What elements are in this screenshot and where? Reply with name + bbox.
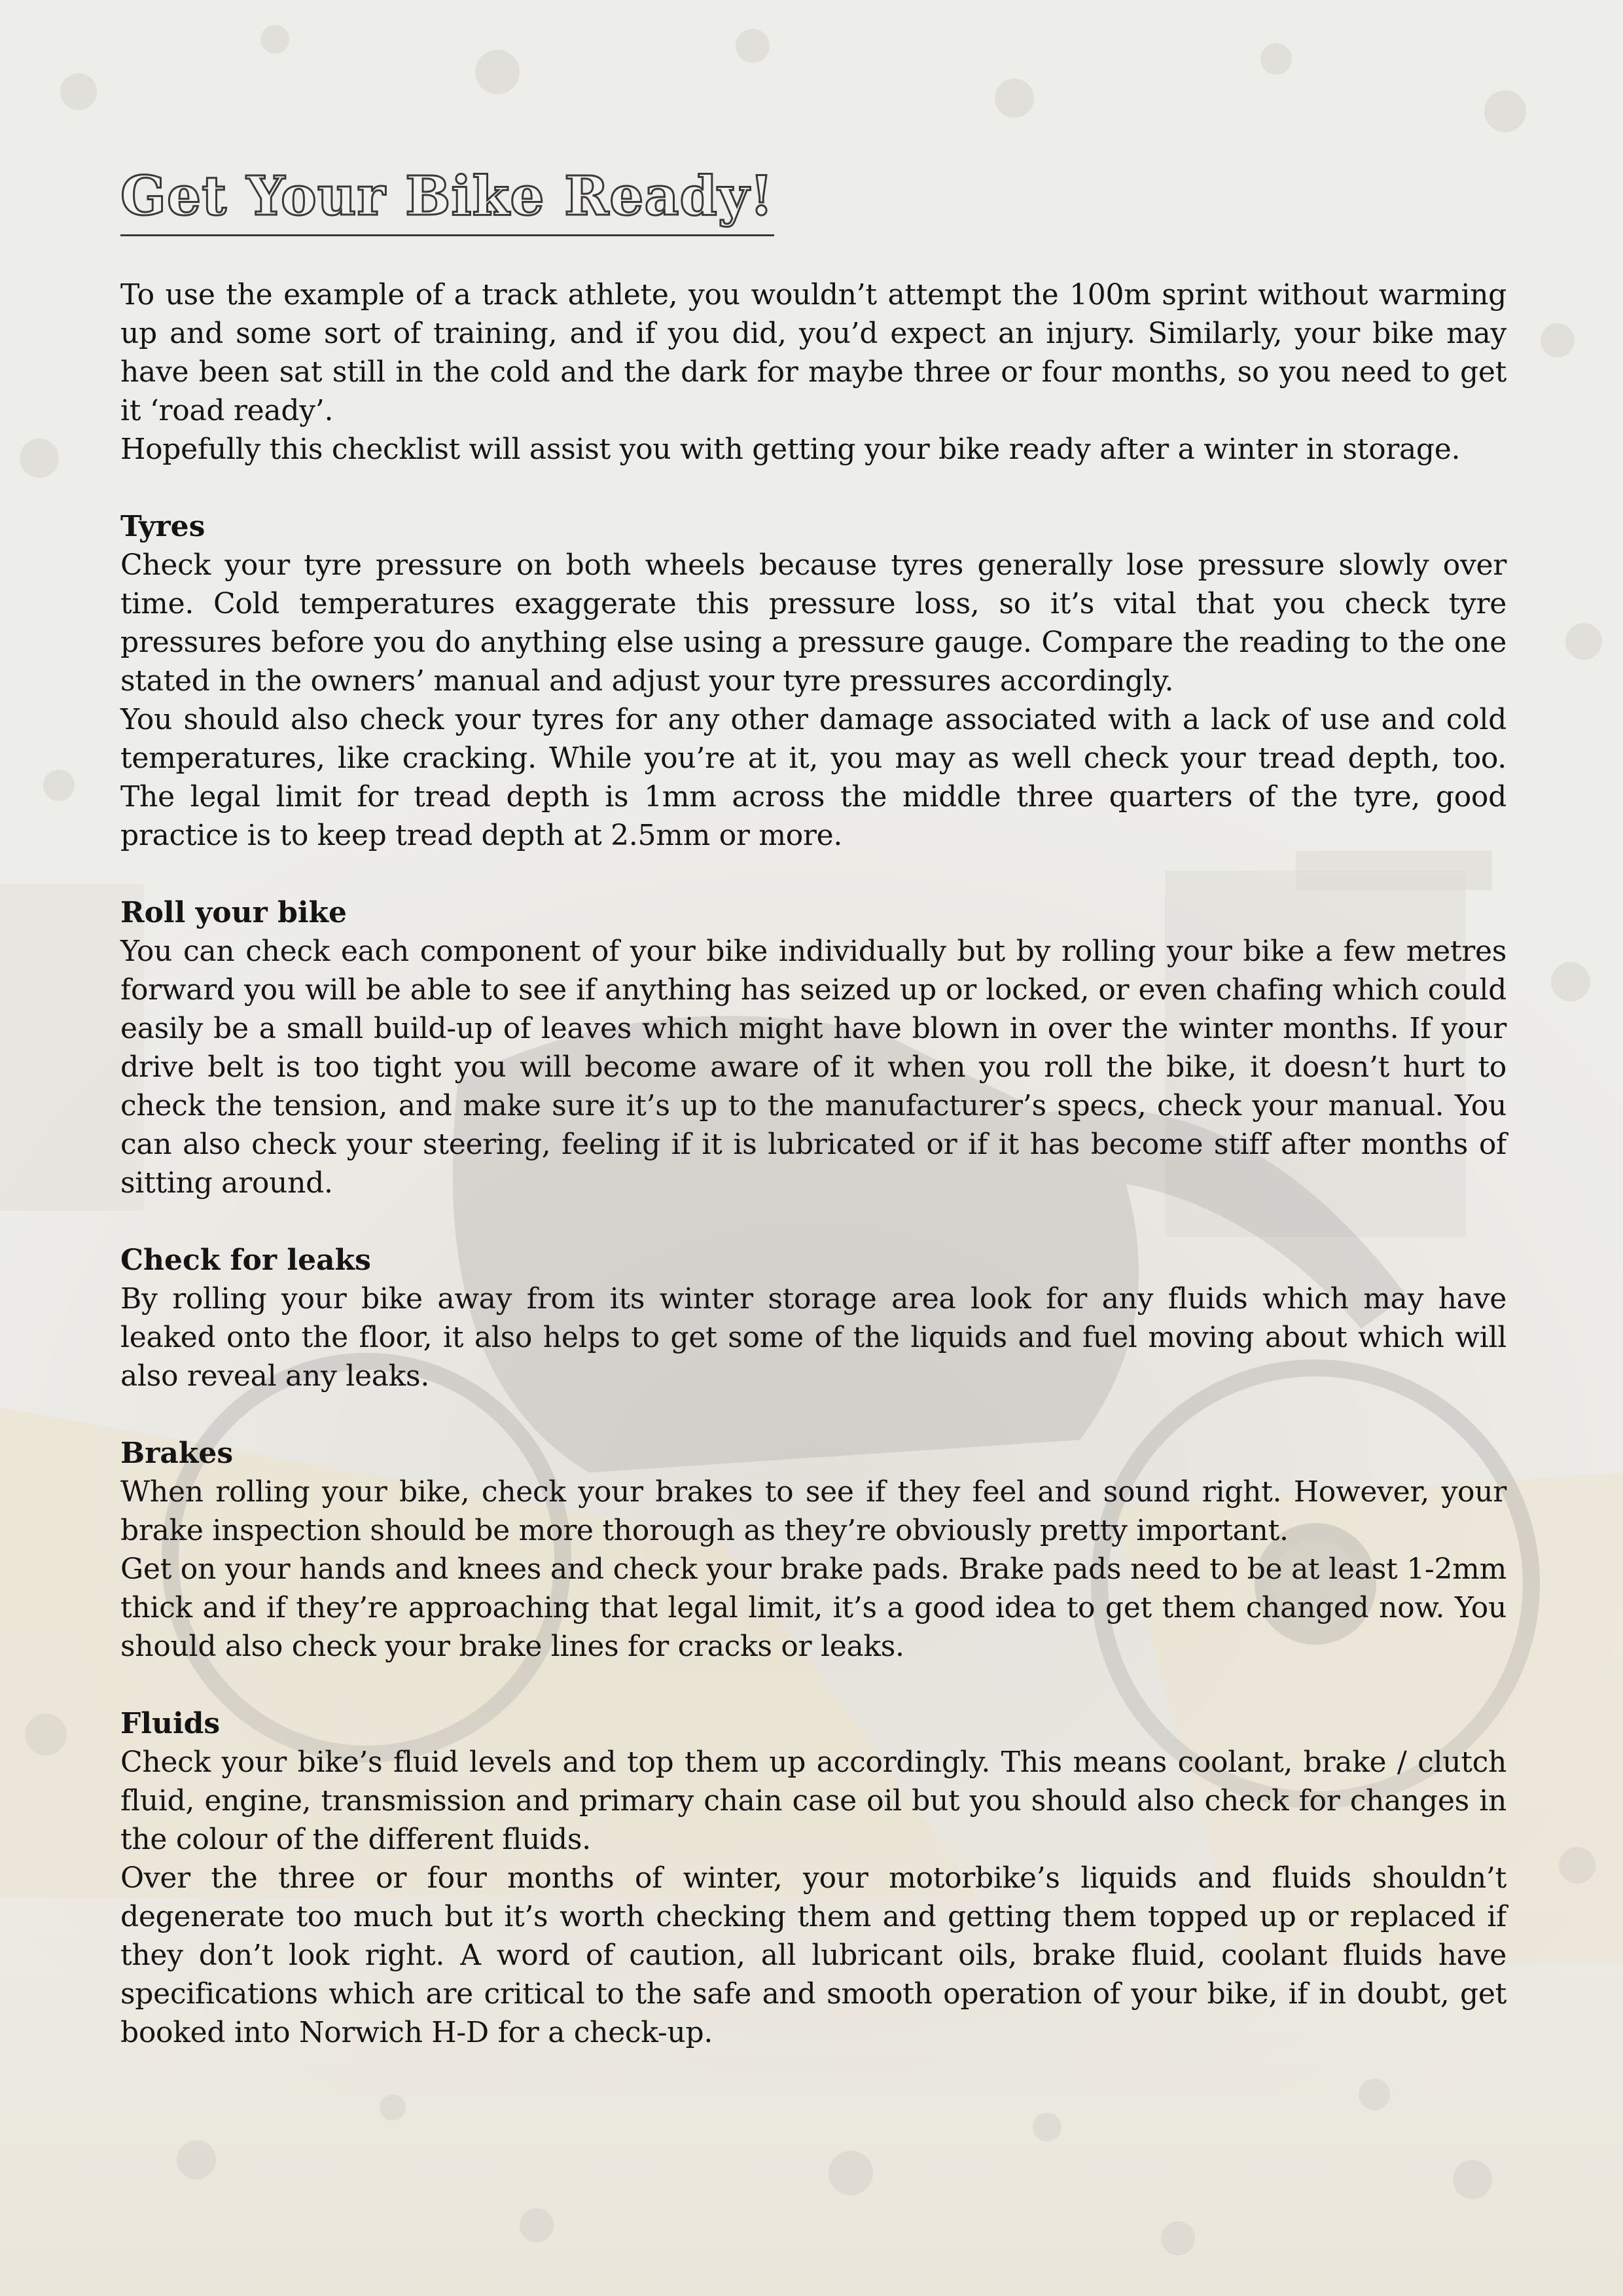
article <box>120 164 1507 2052</box>
section-brakes <box>120 1434 1507 1666</box>
section-heading: Tyres <box>120 510 205 543</box>
section-check-for-leaks <box>120 1241 1507 1395</box>
section-fluids <box>120 1704 1507 2052</box>
intro-paragraph: To use the example of a track athlete, you wouldn’t attempt the 100m sprint without warming up and some sort of training, and if you did, you’d expect an injury. Similarly, your bike may have been sat still in the cold and the dark for maybe three or four months, so you need to get it ‘road ready’. <box>120 278 1507 427</box>
section-paragraph: Get on your hands and knees and check your brake pads. Brake pads need to be at least 1-2mm thick and if they’re approaching that legal limit, it’s a good idea to get them changed now. You should also check your brake lines for cracks or leaks. <box>120 1552 1507 1663</box>
intro <box>120 276 1507 469</box>
section-paragraph: By rolling your bike away from its winter storage area look for any fluids which may have leaked onto the floor, it also helps to get some of the liquids and fuel moving about which will also reveal any leaks. <box>120 1282 1507 1393</box>
section-heading: Fluids <box>120 1707 221 1740</box>
section-paragraph: When rolling your bike, check your brakes to see if they feel and sound right. However, your brake inspection should be more thorough as they’re obviously pretty important. <box>120 1475 1507 1547</box>
section-tyres <box>120 507 1507 855</box>
section-paragraph: Over the three or four months of winter, your motorbike’s liquids and fluids shouldn’t degenerate too much but it’s worth checking them and getting them topped up or replaced if they don’t look right. A word of caution, all lubricant oils, brake fluid, coolant fluids have specifications which are critical to the safe and smooth operation of your bike, if in doubt, get booked into Norwich H-D for a check-up. <box>120 1861 1507 2049</box>
section-paragraph: Check your tyre pressure on both wheels because tyres generally lose pressure slowly over time. Cold temperatures exaggerate this pressure loss, so it’s vital that you check tyre pressures before you do anything else using a pressure gauge. Compare the reading to the one stated in the owners’ manual and adjust your tyre pressures accordingly. <box>120 548 1507 698</box>
section-heading: Roll your bike <box>120 896 348 929</box>
section-heading: Check for leaks <box>120 1244 371 1277</box>
section-roll-your-bike <box>120 893 1507 1202</box>
section-heading: Brakes <box>120 1437 234 1470</box>
page-title: Get Your Bike Ready! <box>120 164 774 236</box>
intro-paragraph: Hopefully this checklist will assist you with getting your bike ready after a winter in storage. <box>120 433 1461 466</box>
section-paragraph: Check your bike’s fluid levels and top them up accordingly. This means coolant, brake / clutch fluid, engine, transmission and primary chain case oil but you should also check for changes in the colour of the different fluids. <box>120 1746 1507 1856</box>
section-paragraph: You can check each component of your bike individually but by rolling your bike a few metres forward you will be able to see if anything has seized up or locked, or even chafing which could easily be a small build-up of leaves which might have blown in over the winter months. If your drive belt is too tight you will become aware of it when you roll the bike, it doesn’t hurt to check the tension, and make sure it’s up to the manufacturer’s specs, check your manual. You can also check your steering, feeling if it is lubricated or if it has become stiff after months of sitting around. <box>120 935 1507 1200</box>
section-paragraph: You should also check your tyres for any other damage associated with a lack of use and cold temperatures, like cracking. While you’re at it, you may as well check your tread depth, too. The legal limit for tread depth is 1mm across the middle three quarters of the tyre, good practice is to keep tread depth at 2.5mm or more. <box>120 703 1507 852</box>
